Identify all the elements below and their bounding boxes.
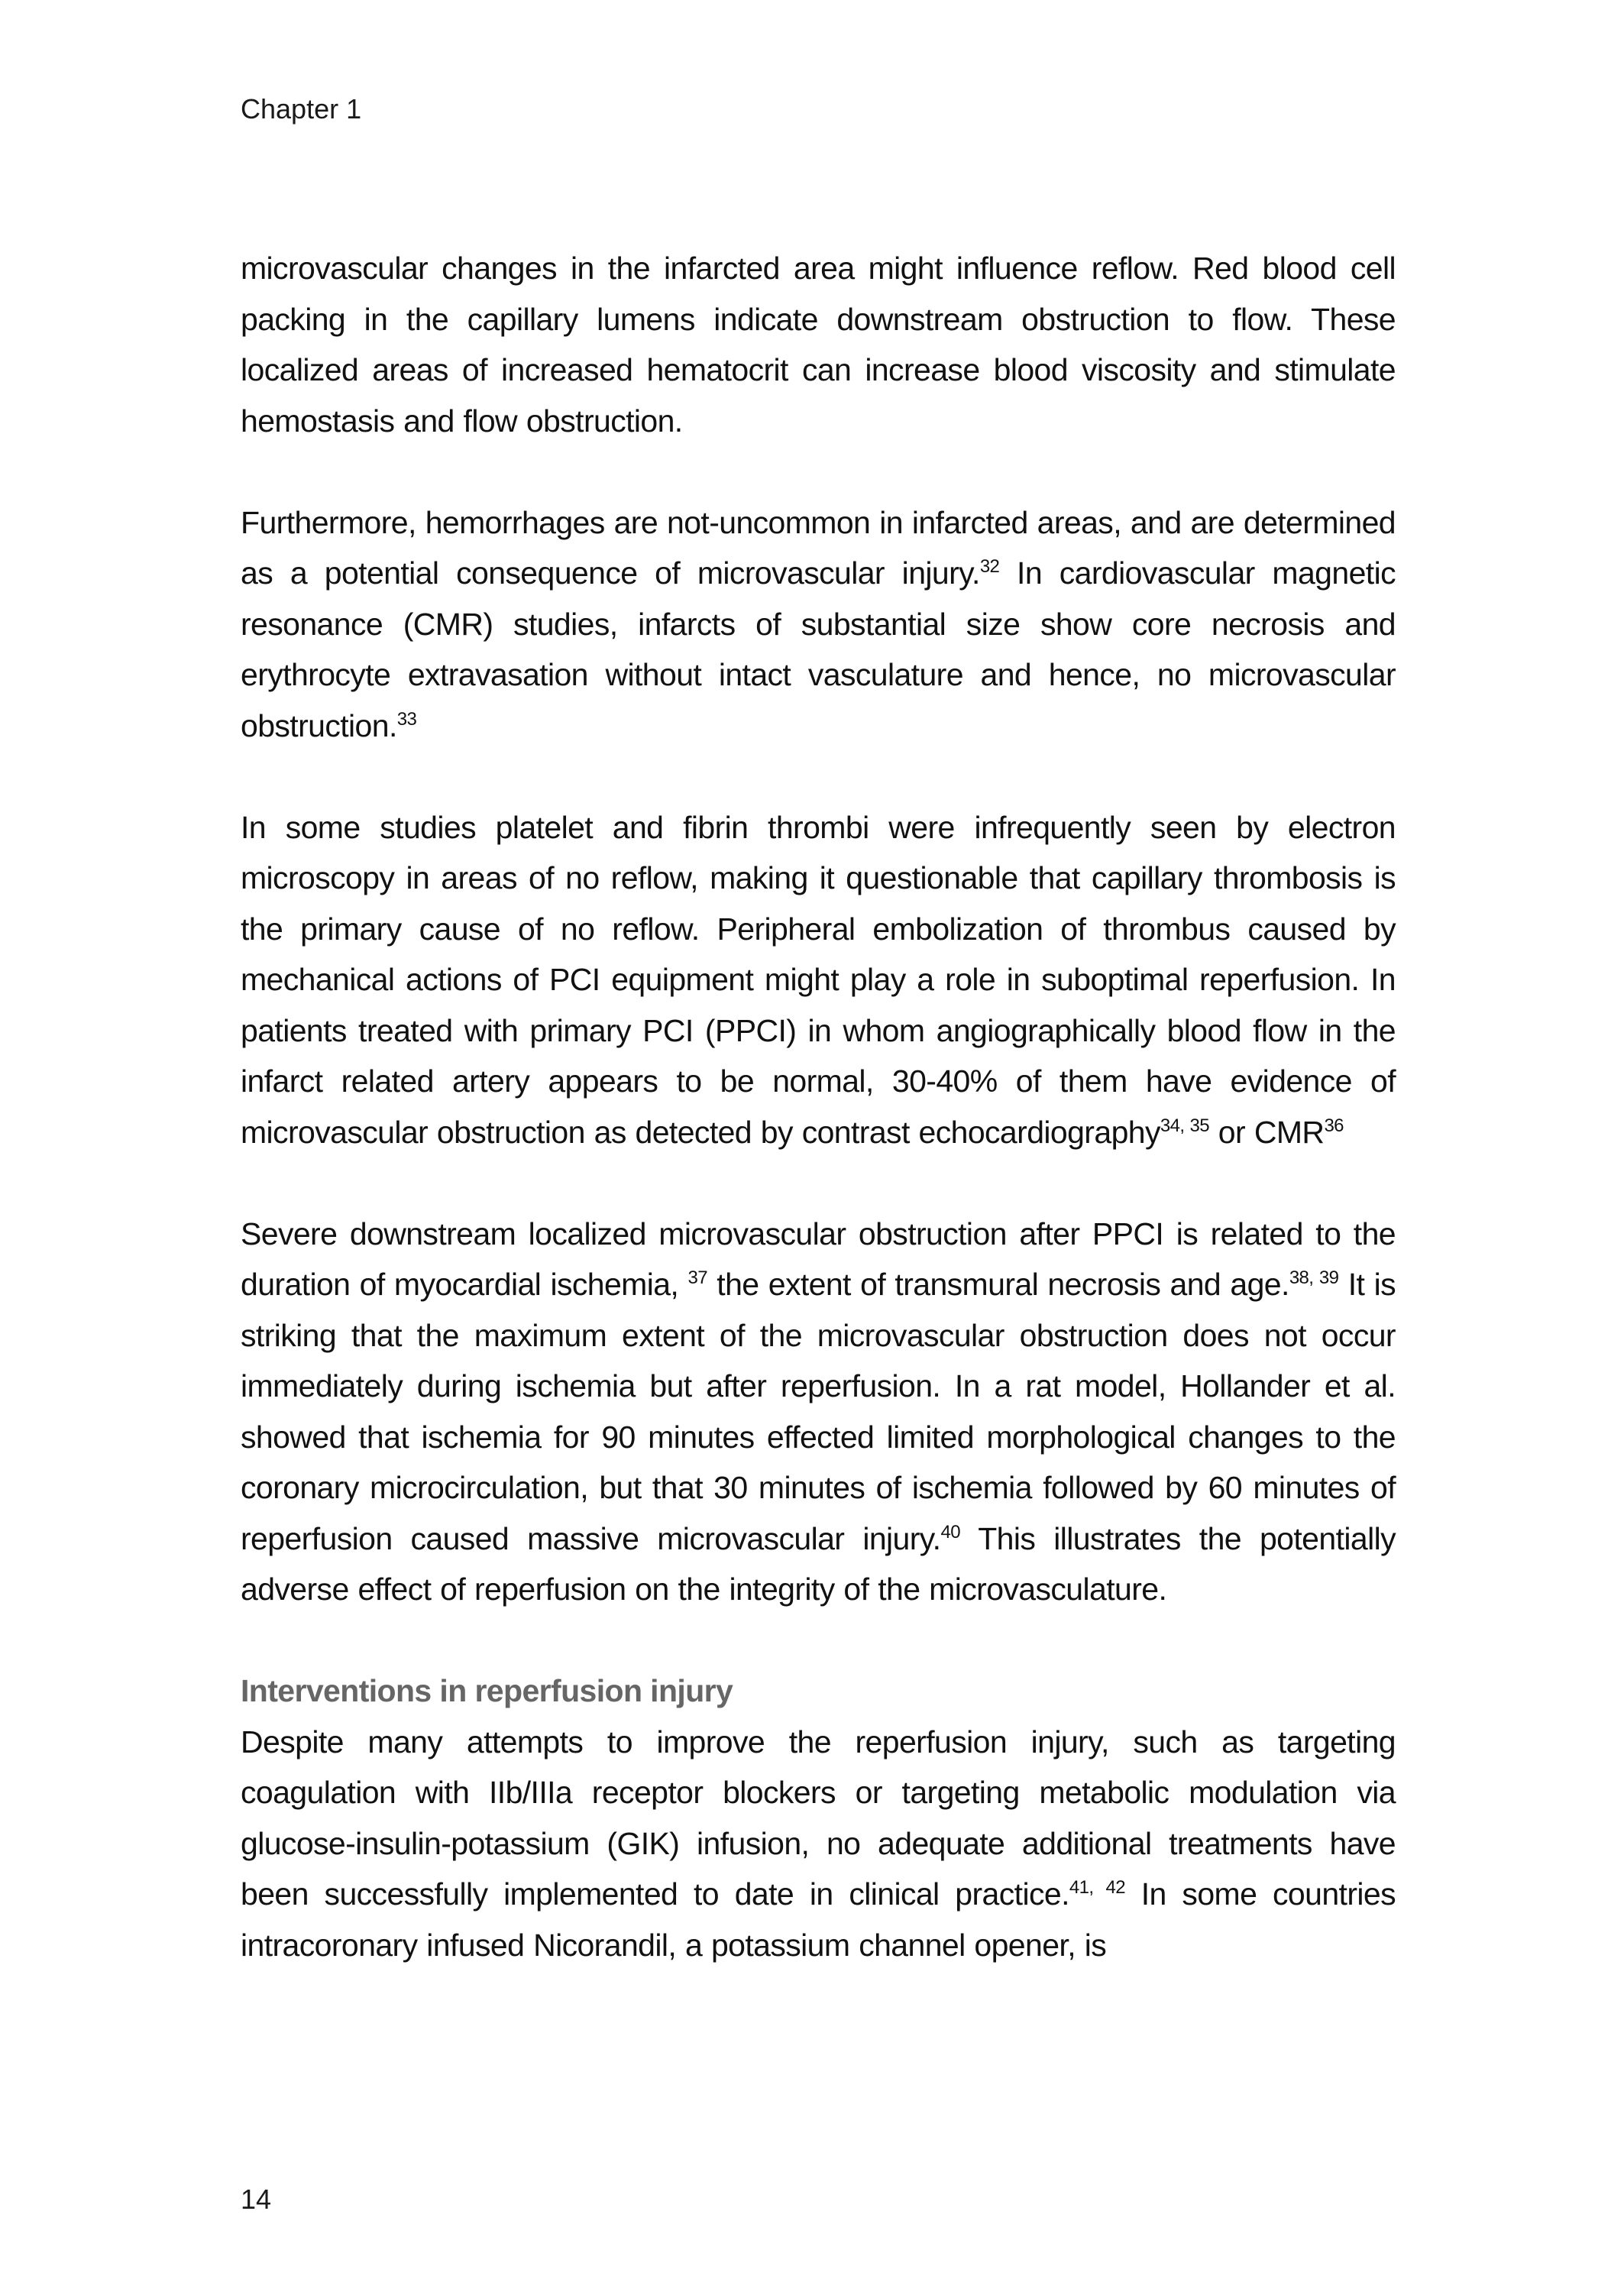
citation-superscript: 37 — [687, 1267, 707, 1288]
citation-superscript: 32 — [979, 556, 1000, 577]
section-paragraph — [241, 1717, 1396, 1971]
text-run: Furthermore, hemorrhages are not-uncommon in infarcted areas, and are determined as a potential consequence of microvascular injury. — [241, 504, 1396, 591]
text-run: microvascular changes in the infarcted area might influence reflow. Red blood cell packing in the capillary lumens indicate downstream obstruction to flow. These localized areas of increased hematocrit can increase blood viscosity and stimulate hemostasis and flow obstruction. — [241, 251, 1396, 439]
text-run: In some studies platelet and fibrin thrombi were infrequently seen by electron microscopy in areas of no reflow, making it questionable that capillary thrombosis is the primary cause of no reflow. Peripheral embolization of thrombus caused by mechanical actions of PCI equipment might play a role in suboptimal reperfusion. In patients treated with primary PCI (PPCI) in whom angiographically blood flow in the infarct related artery appears to be normal, 30-40% of them have evidence of microvascular obstruction as detected by contrast echocardiography — [241, 809, 1396, 1150]
paragraph — [241, 243, 1396, 446]
citation-superscript: 33 — [396, 708, 417, 730]
paragraph — [241, 497, 1396, 752]
text-run: It is striking that the maximum extent of the microvascular obstruction does not occur immediately during ischemia but after reperfusion. In a rat model, Hollander et al. showed that ischemia for 90 minutes effected limited morphological changes to the coronary microcirculation, but that 30 minutes of ischemia followed by 60 minutes of reperfusion caused massive microvascular injury. — [241, 1267, 1396, 1556]
text-run: In cardiovascular magnetic resonance (CMR) studies, infarcts of substantial size show core necrosis and erythrocyte extravasation without intact vasculature and hence, no microvascular obstruction. — [241, 555, 1396, 743]
citation-superscript: 36 — [1324, 1115, 1344, 1136]
text-run: This illustrates the potentially adverse effect of reperfusion on the integrity of the microvasculature. — [241, 1520, 1396, 1607]
page-body — [241, 243, 1396, 1970]
page-number: 14 — [241, 2184, 272, 2215]
citation-superscript: 34, 35 — [1160, 1115, 1210, 1136]
text-run: the extent of transmural necrosis and age. — [707, 1267, 1289, 1302]
section-heading: Interventions in reperfusion injury — [241, 1673, 733, 1708]
citation-superscript: 40 — [940, 1521, 960, 1543]
paragraph — [241, 1209, 1396, 1615]
running-head: Chapter 1 — [241, 93, 362, 125]
text-run: Despite many attempts to improve the reperfusion injury, such as targeting coagulation with IIb/IIIa receptor blockers or targeting metabolic modulation via glucose-insulin-potassium (GIK) infusion, no adequate additional treatments have been successfully implemented to date in clinical practice. — [241, 1724, 1396, 1912]
text-run: or CMR — [1209, 1114, 1325, 1150]
text-run: In some countries intracoronary infused Nicorandil, a potassium channel opener, is — [241, 1876, 1396, 1963]
text-run: Severe downstream localized microvascular obstruction after PPCI is related to the duration of myocardial ischemia, — [241, 1216, 1396, 1302]
citation-superscript: 41, 42 — [1069, 1877, 1125, 1898]
paragraph — [241, 802, 1396, 1158]
citation-superscript: 38, 39 — [1289, 1267, 1339, 1288]
